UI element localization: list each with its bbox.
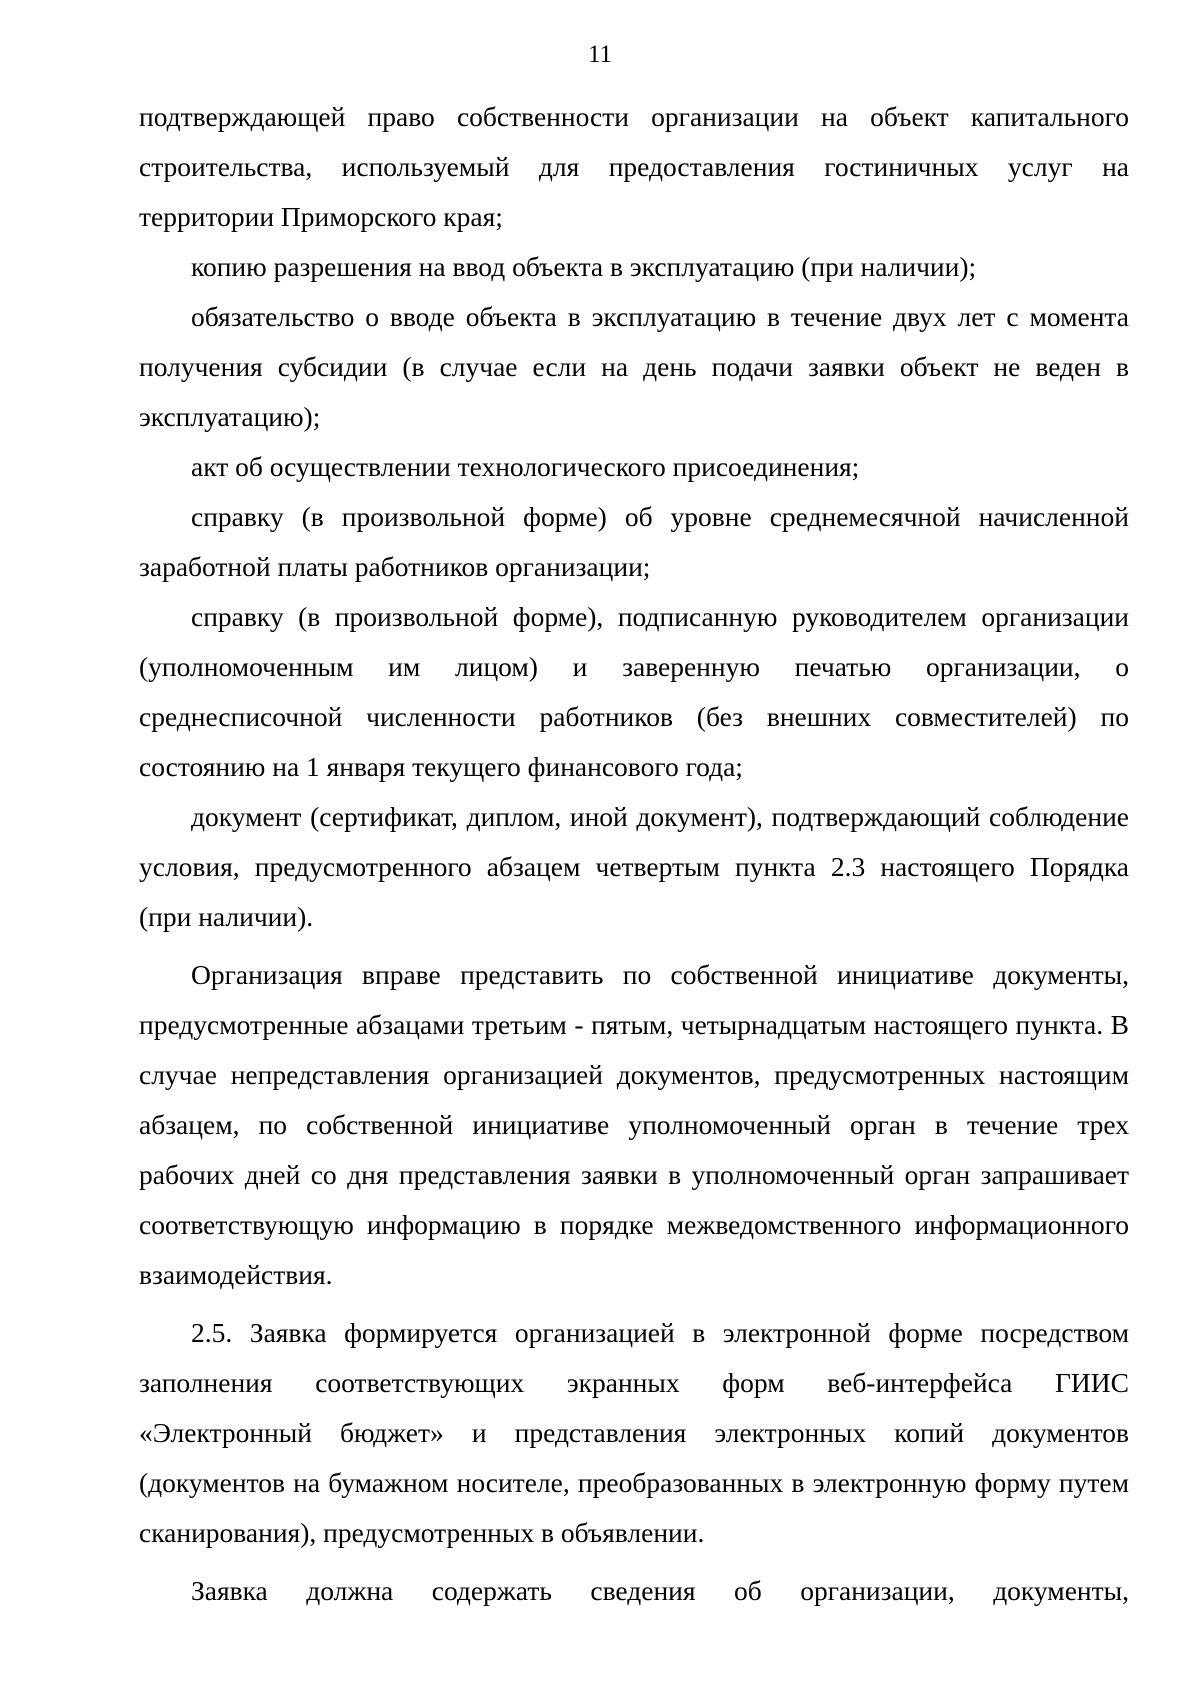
paragraph-connection-act: акт об осуществлении технологического присоединения; (191, 451, 860, 482)
paragraph-commissioning-permit: копию разрешения на ввод объекта в эксплуатацию (при наличии); (191, 251, 977, 282)
paragraph-application-content: Заявка должна содержать сведения об организации, документы, (191, 1575, 1129, 1606)
paragraph-ownership-document: подтверждающей право собственности организации на объект капитального строительства, используемый для предоставления гостиничных услуг на территории Приморского края; (139, 101, 1129, 232)
paragraph-salary-certificate: справку (в произвольной форме) об уровне среднемесячной начисленной заработной платы работников организации; (139, 501, 1129, 582)
paragraph-commissioning-obligation: обязательство о вводе объекта в эксплуатацию в течение двух лет с момента получения субсидии (в случае если на день подачи заявки объект не веден в эксплуатацию); (139, 301, 1129, 432)
document-body (139, 92, 1129, 1616)
page-number: 11 (587, 41, 613, 68)
paragraph-own-initiative: Организация вправе представить по собственной инициативе документы, предусмотренные абзацами третьим - пятым, четырнадцатым настоящего пункта. В случае непредставления организацией документов, предусмотренных настоящим абзацем, по собственной инициативе уполномоченный орган в течение трех рабочих дней со дня представления заявки в уполномоченный орган запрашивает соответствующую информацию в порядке межведомственного информационного взаимодействия. (139, 959, 1129, 1290)
paragraph-qualification-document: документ (сертификат, диплом, иной документ), подтверждающий соблюдение условия, предусмотренного абзацем четвертым пункта 2.3 настоящего Порядка (при наличии). (139, 801, 1129, 932)
paragraph-section-2-5: 2.5. Заявка формируется организацией в электронной форме посредством заполнения соответствующих экранных форм веб-интерфейса ГИИС «Электронный бюджет» и представления электронных копий документов (документов на бумажном носителе, преобразованных в электронную форму путем сканирования), предусмотренных в объявлении. (139, 1317, 1129, 1548)
paragraph-headcount-certificate: справку (в произвольной форме), подписанную руководителем организации (уполномоченным им лицом) и заверенную печатью организации, о среднесписочной численности работников (без внешних совместителей) по состоянию на 1 января текущего финансового года; (139, 601, 1129, 782)
